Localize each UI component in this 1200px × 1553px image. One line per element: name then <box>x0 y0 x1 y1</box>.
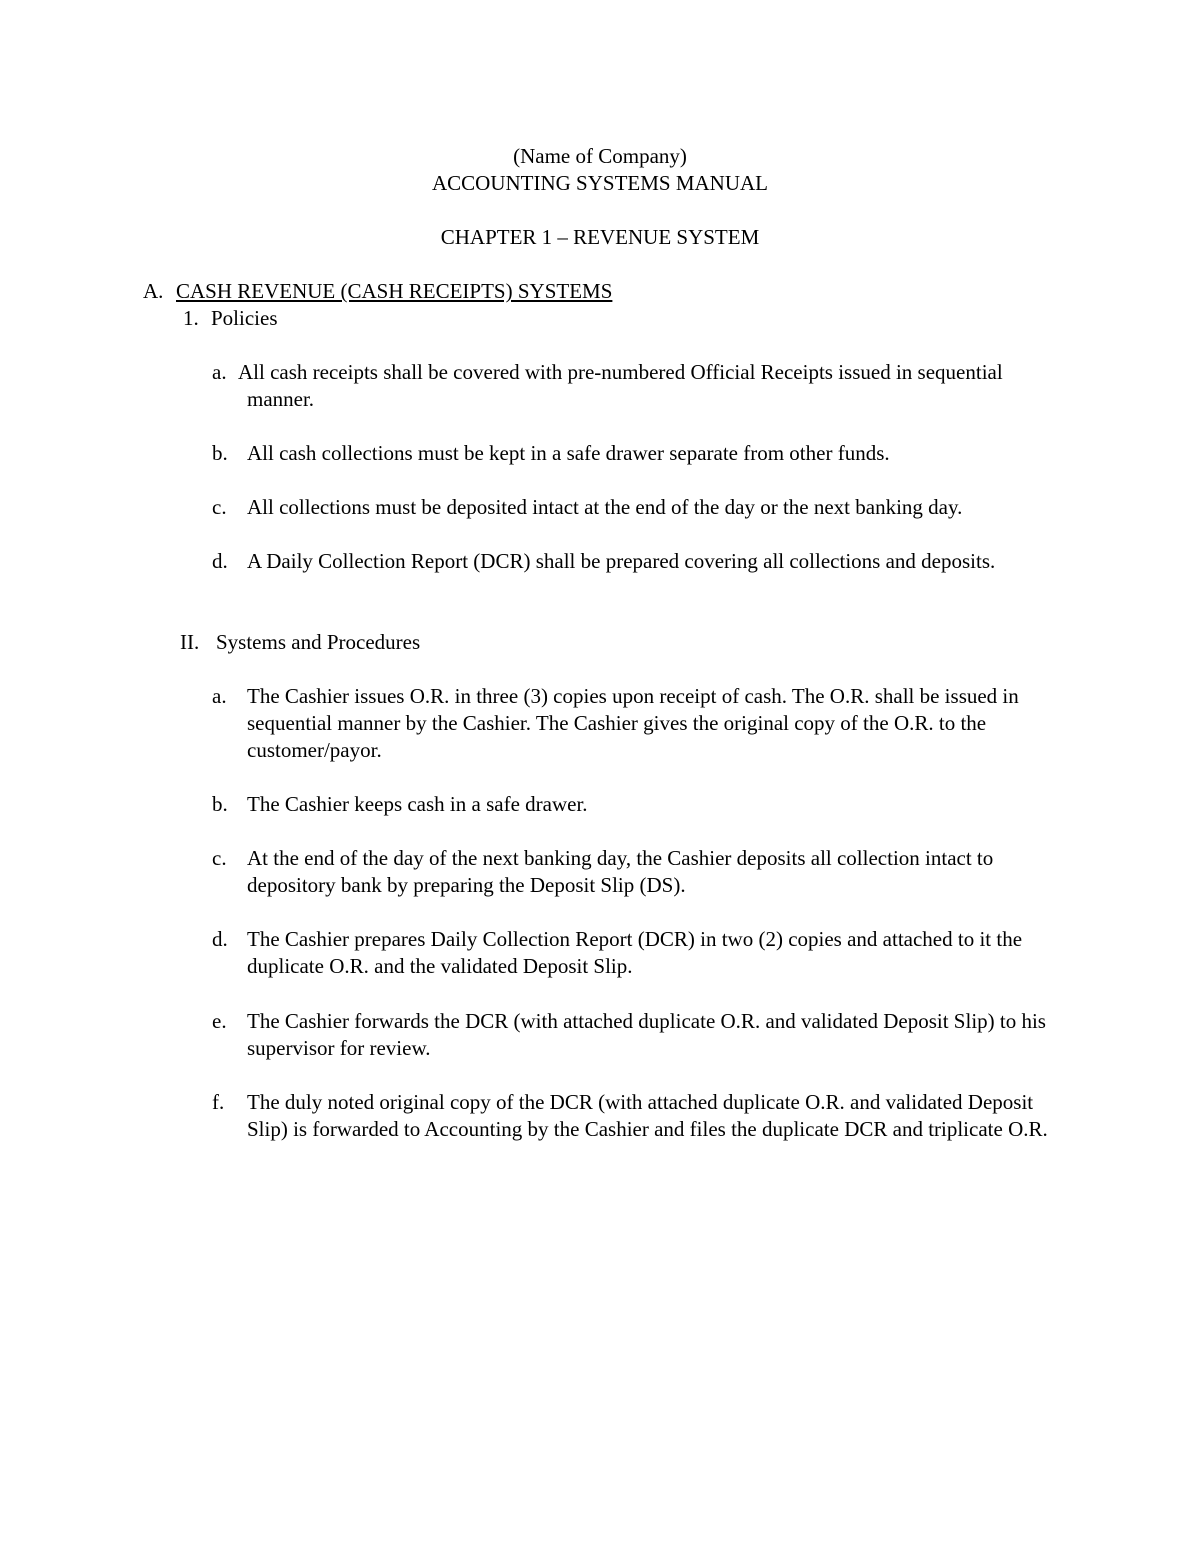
procedures-title: Systems and Procedures <box>216 630 421 654</box>
manual-title: ACCOUNTING SYSTEMS MANUAL <box>431 171 769 195</box>
policy-item-label: c. <box>212 495 227 519</box>
policy-item-text: All cash collections must be kept in a safe drawer separate from other funds. <box>247 441 890 465</box>
policy-item-label: b. <box>212 441 228 465</box>
procedure-item-text: The Cashier forwards the DCR (with attached duplicate O.R. and validated Deposit Slip) to his supervisor for review. <box>247 1009 1046 1060</box>
policy-item-label: a. <box>212 360 227 384</box>
policy-item-text: A Daily Collection Report (DCR) shall be prepared covering all collections and deposits. <box>247 549 996 573</box>
procedure-item-text: The Cashier keeps cash in a safe drawer. <box>247 792 588 816</box>
procedure-item-label: b. <box>212 792 228 816</box>
company-name: (Name of Company) <box>513 144 687 168</box>
procedure-item-label: e. <box>212 1009 227 1033</box>
policies-title: Policies <box>211 306 278 330</box>
procedure-item-label: a. <box>212 684 227 708</box>
policy-item-text: All collections must be deposited intact at the end of the day or the next banking day. <box>247 495 963 519</box>
procedure-item-label: d. <box>212 927 228 951</box>
procedure-item-label: f. <box>212 1090 225 1114</box>
procedure-item-text: At the end of the day of the next banking day, the Cashier deposits all collection intact to depository bank by preparing the Deposit Slip (DS). <box>247 846 994 897</box>
section-a-marker: A. <box>143 279 164 303</box>
procedure-item-text: The Cashier issues O.R. in three (3) copies upon receipt of cash. The O.R. shall be issued in sequential manner by the Cashier. The Cashier gives the original copy of the O.R. to the customer/payor. <box>247 684 1019 762</box>
procedure-item-text: The duly noted original copy of the DCR (with attached duplicate O.R. and validated Deposit Slip) is forwarded to Accounting by the Cashier and files the duplicate DCR and triplicate O.R. <box>247 1090 1048 1141</box>
chapter-title: CHAPTER 1 – REVENUE SYSTEM <box>440 225 760 249</box>
section-a-title: CASH REVENUE (CASH RECEIPTS) SYSTEMS <box>176 279 613 303</box>
policies-marker: 1. <box>183 306 199 330</box>
procedures-marker: II. <box>180 630 200 654</box>
procedure-item-text: The Cashier prepares Daily Collection Report (DCR) in two (2) copies and attached to it the duplicate O.R. and the validated Deposit Slip. <box>247 927 1023 978</box>
policy-item-text: All cash receipts shall be covered with pre-numbered Official Receipts issued in sequential manner. <box>238 360 1003 411</box>
procedure-item-label: c. <box>212 846 227 870</box>
policy-item-label: d. <box>212 549 228 573</box>
